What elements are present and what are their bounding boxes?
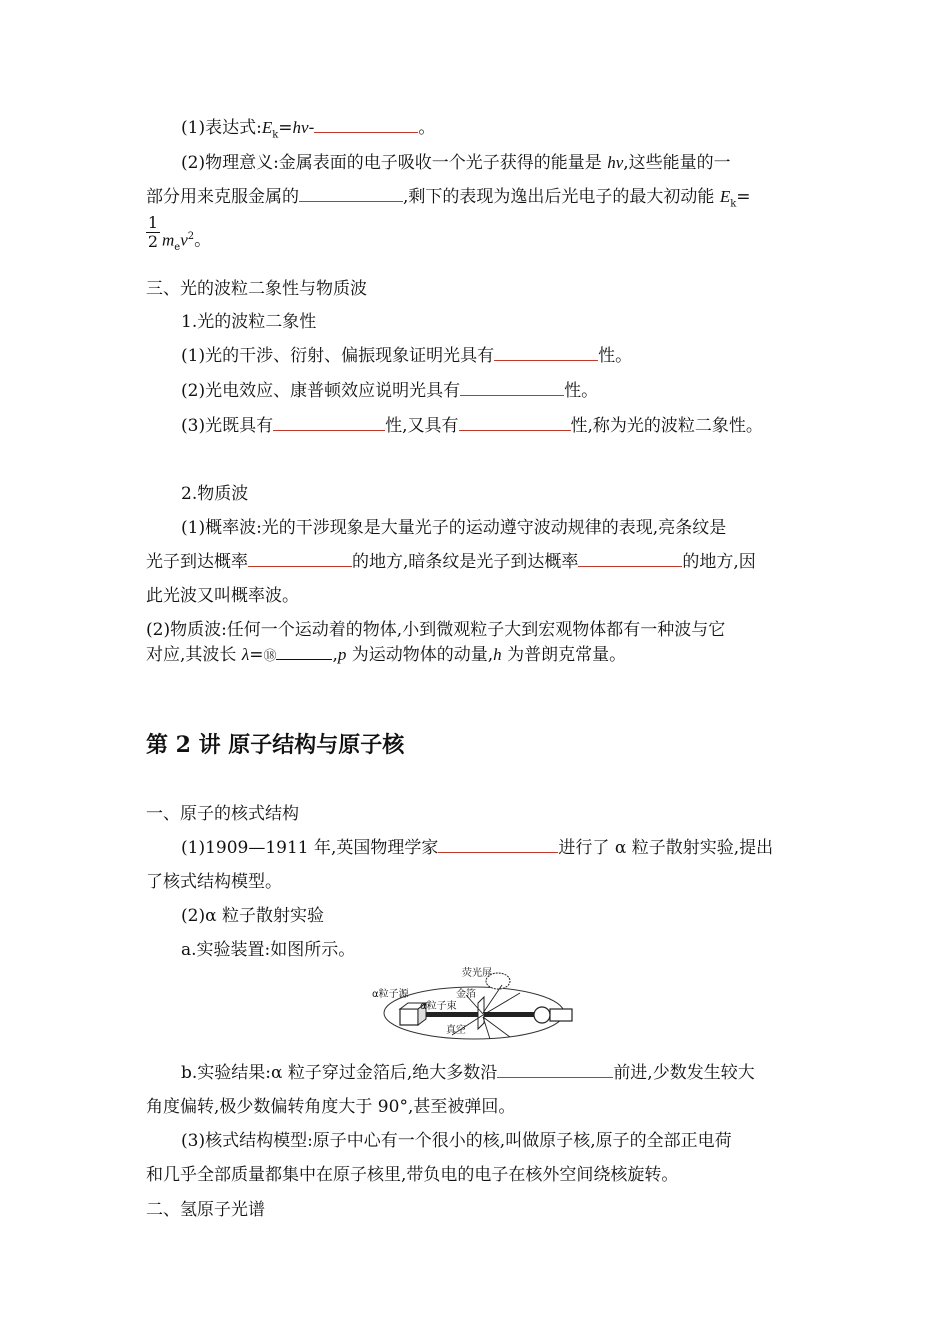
blank-original-direction[interactable] bbox=[497, 1061, 613, 1078]
blank-wavelength[interactable] bbox=[276, 643, 332, 660]
probability-wave-line-3: 此光波又叫概率波。 bbox=[146, 586, 299, 606]
label-beam: α粒子束 bbox=[420, 1001, 457, 1012]
subheading-matter-wave: 2.物质波 bbox=[181, 484, 249, 504]
blank-work-function[interactable] bbox=[314, 116, 418, 133]
blank-physicist[interactable] bbox=[438, 836, 558, 853]
alpha-experiment-heading: (2)α 粒子散射实验 bbox=[181, 906, 324, 926]
blank-wave-nature[interactable] bbox=[494, 344, 598, 361]
blank-particle-nature[interactable] bbox=[460, 379, 564, 396]
detector bbox=[534, 1007, 550, 1023]
blank-both-wave[interactable] bbox=[273, 414, 385, 431]
rutherford-line-1: (1)1909—1911 年,英国物理学家 进行了 α 粒子散射实验,提出 bbox=[181, 838, 774, 858]
kinetic-energy-formula: $m_ev^2$。 bbox=[162, 230, 212, 254]
label-source: α粒子源 bbox=[372, 989, 409, 1000]
duality-line-3: (3)光既具有 性,又具有 性,称为光的波粒二象性。 bbox=[181, 416, 763, 436]
blank-high-probability[interactable] bbox=[248, 550, 352, 567]
probability-wave-line-2: 光子到达概率 的地方,暗条纹是光子到达概率 的地方,因 bbox=[146, 552, 756, 572]
transmitted-beam bbox=[484, 1012, 538, 1017]
model-line-2: 和几乎全部质量都集中在原子核里,带负电的电子在核外空间绕核旋转。 bbox=[146, 1165, 679, 1185]
subheading-duality: 1.光的波粒二象性 bbox=[181, 312, 317, 332]
alpha-beam bbox=[426, 1012, 478, 1017]
microscope bbox=[550, 1009, 572, 1021]
matter-wave-line-1: (2)物质波:任何一个运动着的物体,小到微观粒子大到宏观物体都有一种波与它 bbox=[146, 620, 726, 640]
label-screen: 荧光屏 bbox=[462, 968, 492, 979]
meaning-line-2: 部分用来克服金属的 ,剩下的表现为逸出后光电子的最大初动能 $E_k=$ bbox=[146, 187, 751, 210]
fraction-one-half: $\frac{1}{2}$ bbox=[147, 213, 159, 251]
model-line-1: (3)核式结构模型:原子中心有一个很小的核,叫做原子核,原子的全部正电荷 bbox=[181, 1131, 732, 1151]
apparatus-line: a.实验装置:如图所示。 bbox=[181, 940, 356, 960]
blank-low-probability[interactable] bbox=[578, 550, 682, 567]
duality-line-2: (2)光电效应、康普顿效应说明光具有 性。 bbox=[181, 381, 599, 401]
label-vacuum: 真空 bbox=[446, 1025, 466, 1036]
alpha-scattering-figure bbox=[370, 965, 580, 1045]
blank-both-particle[interactable] bbox=[459, 414, 571, 431]
section-heading-duality: 三、光的波粒二象性与物质波 bbox=[146, 279, 367, 299]
blank-escape-work[interactable] bbox=[299, 185, 403, 202]
expression-line: (1)表达式$:E_k=h\nu-$ 。 bbox=[181, 118, 436, 141]
label-foil: 金箔 bbox=[456, 989, 476, 1000]
probability-wave-line-1: (1)概率波:光的干涉现象是大量光子的运动遵守波动规律的表现,亮条纹是 bbox=[181, 518, 727, 538]
meaning-line-1: (2)物理意义:金属表面的电子吸收一个光子获得的能量是 hν,这些能量的一 bbox=[181, 153, 731, 173]
result-line-2: 角度偏转,极少数偏转角度大于 90°,甚至被弹回。 bbox=[146, 1097, 516, 1117]
section-heading-hydrogen-spectrum: 二、氢原子光谱 bbox=[146, 1200, 265, 1220]
section-heading-nuclear-structure: 一、原子的核式结构 bbox=[146, 804, 299, 824]
rutherford-line-2: 了核式结构模型。 bbox=[146, 872, 282, 892]
result-line-1: b.实验结果:α 粒子穿过金箔后,绝大多数沿 前进,少数发生较大 bbox=[181, 1063, 755, 1083]
alpha-source-box bbox=[400, 1009, 418, 1025]
duality-line-1: (1)光的干涉、衍射、偏振现象证明光具有 性。 bbox=[181, 346, 633, 366]
lecture-title: 第 2 讲 原子结构与原子核 bbox=[146, 732, 405, 758]
matter-wave-line-2: 对应,其波长 λ=⑱ ,p 为运动物体的动量,h 为普朗克常量。 bbox=[146, 645, 627, 665]
